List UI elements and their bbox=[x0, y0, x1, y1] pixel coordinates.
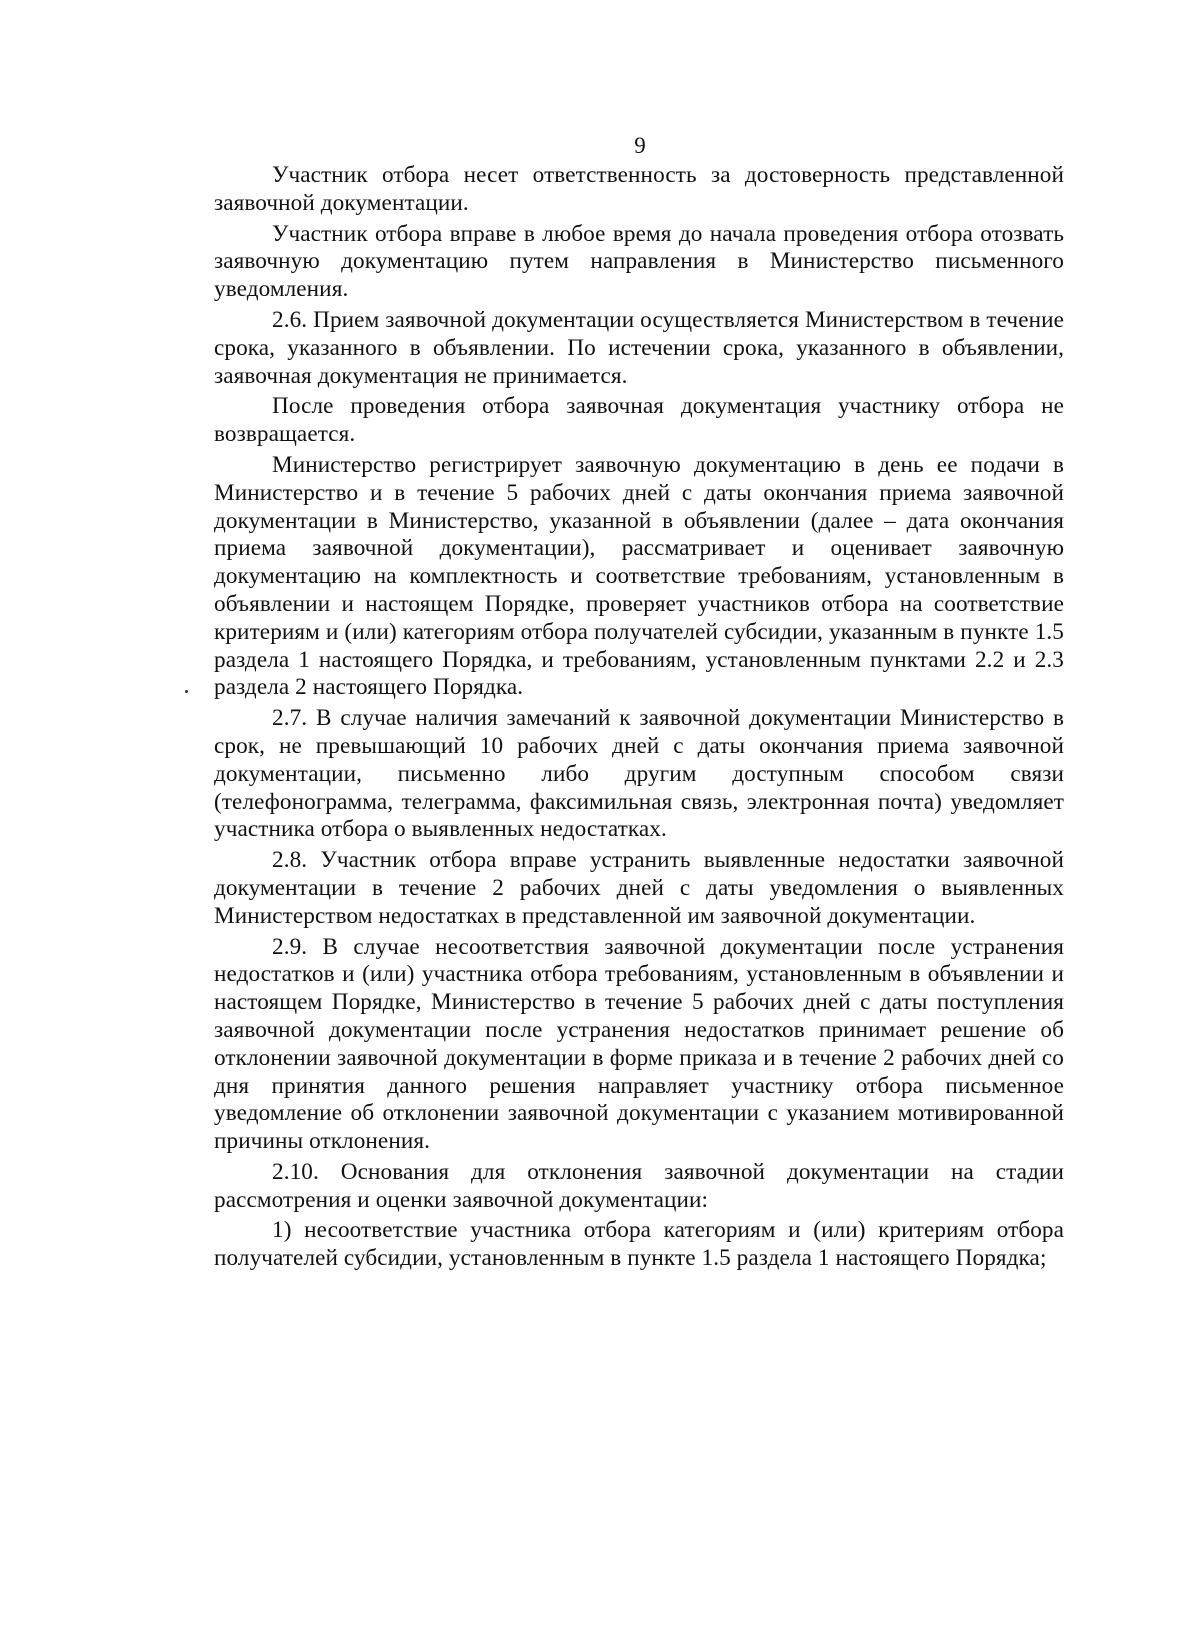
paragraph-withdrawal: Участник отбора вправе в любое время до начала проведения отбора отозвать заявочную документацию путем направления в Министерство письменного уведомления. bbox=[214, 220, 1064, 303]
paragraph-2-7: 2.7. В случае наличия замечаний к заявочной документации Министерство в срок, не превышающий 10 рабочих дней с даты окончания приема заявочной документации, письменно либо другим доступным способом связи (телефонограмма, телеграмма, факсимильная связь, электронная почта) уведомляет участника отбора о выявленных недостатках. bbox=[214, 705, 1064, 843]
paragraph-item-1: 1) несоответствие участника отбора категориям и (или) критериям отбора получателей субсидии, установленным в пункте 1.5 раздела 1 настоящего Порядка; bbox=[214, 1217, 1064, 1272]
document-body bbox=[214, 162, 1064, 1276]
paragraph-2-6: 2.6. Прием заявочной документации осуществляется Министерством в течение срока, указанного в объявлении. По истечении срока, указанного в объявлении, заявочная документация не принимается. bbox=[214, 306, 1064, 389]
paragraph-2-9: 2.9. В случае несоответствия заявочной документации после устранения недостатков и (или) участника отбора требованиям, установленным в объявлении и настоящем Порядке, Министерство в течение 5 рабочих дней с даты поступления заявочной документации после устранения недостатков принимает решение об отклонении заявочной документации в форме приказа и в течение 2 рабочих дней со дня принятия данного решения направляет участнику отбора письменное уведомление об отклонении заявочной документации с указанием мотивированной причины отклонения. bbox=[214, 933, 1064, 1155]
paragraph-responsibility: Участник отбора несет ответственность за достоверность представленной заявочной документации. bbox=[214, 162, 1064, 216]
page-number: 9 bbox=[634, 133, 646, 158]
paragraph-2-8: 2.8. Участник отбора вправе устранить выявленные недостатки заявочной документации в течение 2 рабочих дней с даты уведомления о выявленных Министерством недостатках в представленной им заявочной документации. bbox=[214, 847, 1064, 929]
paragraph-not-returned: После проведения отбора заявочная документация участнику отбора не возвращается. bbox=[214, 393, 1064, 448]
paragraph-registration: Министерство регистрирует заявочную документацию в день ее подачи в Министерство и в течение 5 рабочих дней с даты окончания приема заявочной документации в Министерство, указанной в объявлении (далее – дата окончания приема заявочной документации), рассматривает и оценивает заявочную документацию на комплектность и соответствие требованиям, установленным в объявлении и настоящем Порядке, проверяет участников отбора на соответствие критериям и (или) категориям отбора получателей субсидии, указанным в пункте 1.5 раздела 1 настоящего Порядка, и требованиям, установленным пунктами 2.2 и 2.3 раздела 2 настоящего Порядка. bbox=[214, 451, 1064, 701]
paragraph-2-10: 2.10. Основания для отклонения заявочной документации на стадии рассмотрения и оценки заявочной документации: bbox=[214, 1158, 1064, 1213]
scan-speck bbox=[185, 690, 188, 693]
